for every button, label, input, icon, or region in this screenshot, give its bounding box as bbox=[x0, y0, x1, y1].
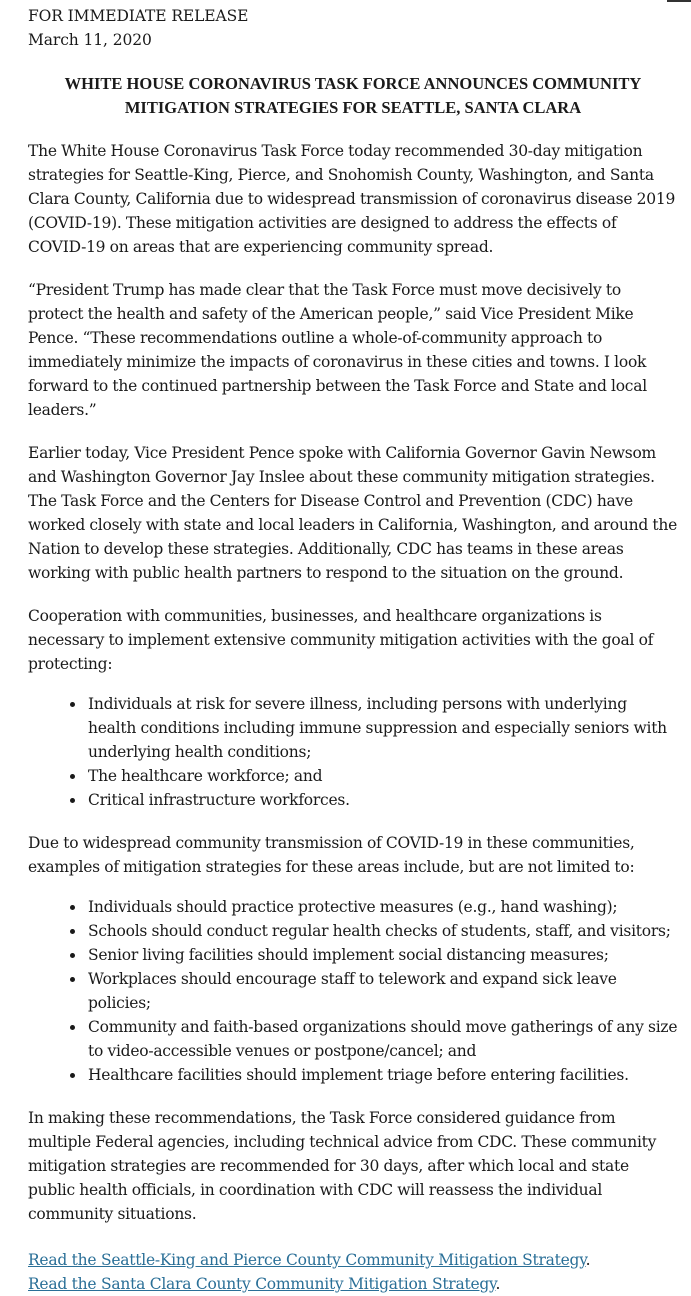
release-date: March 11, 2020 bbox=[28, 31, 152, 49]
protect-list bbox=[28, 692, 678, 812]
paragraph-strategies-intro: Due to widespread community transmission of COVID-19 in these communities, examples of mitigation strategies for these areas include, but are not limited to: bbox=[28, 834, 635, 876]
list-item: • Healthcare facilities should implement triage before entering facilities. bbox=[86, 1063, 678, 1087]
headline: WHITE HOUSE CORONAVIRUS TASK FORCE ANNOUNCES COMMUNITY MITIGATION STRATEGIES FOR SEATTLE, SANTA CLARA bbox=[64, 74, 642, 117]
release-meta bbox=[28, 4, 678, 52]
paragraph-quote: “President Trump has made clear that the Task Force must move decisively to protect the health and safety of the American people,” said Vice President Mike Pence. “These recommendations outline a whole-of-community approach to immediately minimize the impacts of coronavirus in these cities and towns. I look forward to the continued partnership between the Task Force and State and local leaders.” bbox=[28, 281, 647, 419]
list-item: • Workplaces should encourage staff to telework and expand sick leave policies; bbox=[86, 967, 678, 1015]
list-item: • Community and faith-based organizations should move gatherings of any size to video-accessible venues or postpone/cancel; and bbox=[86, 1015, 678, 1063]
list-item: • Individuals at risk for severe illness, including persons with underlying health conditions including immune suppression and especially seniors with underlying health conditions; bbox=[86, 692, 678, 764]
paragraph-cooperation: Cooperation with communities, businesses, and healthcare organizations is necessary to implement extensive community mitigation activities with the goal of protecting: bbox=[28, 607, 654, 673]
paragraph-intro: The White House Coronavirus Task Force today recommended 30-day mitigation strategies for Seattle-King, Pierce, and Snohomish County, Washington, and Santa Clara County, California due to widespread transmission of coronavirus disease 2019 (COVID-19). These mitigation activities are designed to address the effects of COVID-19 on areas that are experiencing community spread. bbox=[28, 142, 676, 256]
list-item: • Schools should conduct regular health checks of students, staff, and visitors; bbox=[86, 919, 678, 943]
strategy-links bbox=[28, 1248, 678, 1296]
release-label: FOR IMMEDIATE RELEASE bbox=[28, 7, 249, 25]
list-item: • Senior living facilities should implement social distancing measures; bbox=[86, 943, 678, 967]
link-suffix: . bbox=[495, 1275, 501, 1293]
list-item: • The healthcare workforce; and bbox=[86, 764, 678, 788]
press-release bbox=[28, 0, 678, 1296]
strategies-list bbox=[28, 895, 678, 1087]
santa-clara-strategy-link[interactable]: Read the Santa Clara County Community Mitigation Strategy bbox=[28, 1275, 496, 1293]
list-item: • Critical infrastructure workforces. bbox=[86, 788, 678, 812]
link-line-seattle bbox=[28, 1248, 678, 1272]
paragraph-closing: In making these recommendations, the Task Force considered guidance from multiple Federal agencies, including technical advice from CDC. These community mitigation strategies are recommended for 30 days, after which local and state public health officials, in coordination with CDC will reassess the individual community situations. bbox=[28, 1109, 657, 1223]
link-line-santa-clara bbox=[28, 1272, 678, 1296]
paragraph-coordination: Earlier today, Vice President Pence spoke with California Governor Gavin Newsom and Washington Governor Jay Inslee about these community mitigation strategies. The Task Force and the Centers for Disease Control and Prevention (CDC) have worked closely with state and local leaders in California, Washington, and around the Nation to develop these strategies. Additionally, CDC has teams in these areas working with public health partners to respond to the situation on the ground. bbox=[28, 444, 678, 582]
list-item: • Individuals should practice protective measures (e.g., hand washing); bbox=[86, 895, 678, 919]
seattle-strategy-link[interactable]: Read the Seattle-King and Pierce County Community Mitigation Strategy bbox=[28, 1251, 586, 1269]
link-suffix: . bbox=[585, 1251, 591, 1269]
